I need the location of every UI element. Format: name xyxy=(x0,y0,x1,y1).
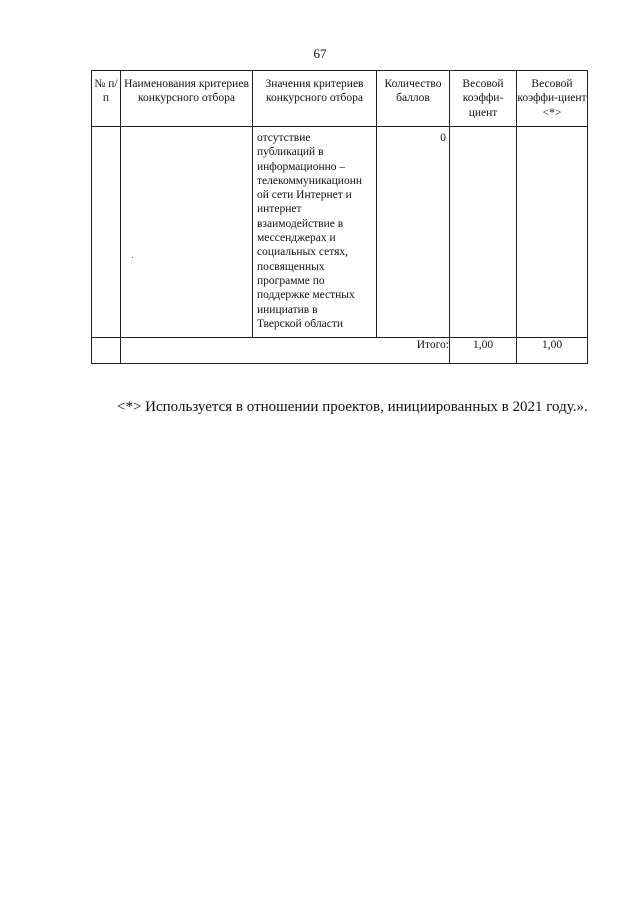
criterion-line: взаимодействие в xyxy=(257,217,344,230)
criterion-line: программе по xyxy=(257,274,325,287)
criterion-line: публикаций в xyxy=(257,146,324,159)
criterion-line: Тверской области xyxy=(257,317,343,330)
header-weight xyxy=(450,71,517,127)
criterion-line: интернет xyxy=(257,203,302,216)
header-score xyxy=(377,71,450,127)
criterion-text xyxy=(253,127,376,331)
cell-score xyxy=(377,127,450,338)
cell-name xyxy=(121,127,253,338)
scan-speck xyxy=(132,257,133,258)
criterion-line: поддержке местных xyxy=(257,289,355,302)
criterion-line: посвященных xyxy=(257,260,325,273)
header-weight-star-label: Весовой коэффи-циент <*> xyxy=(517,78,587,119)
total-label: Итого: xyxy=(121,338,450,364)
table-header-row xyxy=(92,71,588,127)
criteria-table xyxy=(91,70,588,364)
header-name-label: Наименования критериев конкурсного отбора xyxy=(124,78,249,105)
criterion-line: мессенджерах и xyxy=(257,232,336,245)
criterion-line: социальных сетях, xyxy=(257,246,348,259)
header-values xyxy=(253,71,377,127)
total-num-cell xyxy=(92,338,121,364)
criterion-line: телекоммуникационн xyxy=(257,174,363,187)
score-value: 0 xyxy=(440,132,446,144)
total-weight: 1,00 xyxy=(450,338,517,364)
cell-criterion xyxy=(253,127,377,338)
criterion-line: информационно – xyxy=(257,160,346,173)
total-row xyxy=(92,338,588,364)
total-weight-star: 1,00 xyxy=(517,338,588,364)
cell-weight xyxy=(450,127,517,338)
header-score-label: Количество баллов xyxy=(384,78,442,105)
footnote: <*> Используется в отношении проектов, инициированных в 2021 году.». xyxy=(117,399,588,415)
header-values-label: Значения критериев конкурсного отбора xyxy=(265,78,364,105)
table-row xyxy=(92,127,588,338)
header-num xyxy=(92,71,121,127)
criterion-line: отсутствие xyxy=(257,132,311,144)
criterion-line: инициатив в xyxy=(257,303,318,316)
cell-num xyxy=(92,127,121,338)
header-weight-label: Весовой коэффи-циент xyxy=(462,78,504,119)
header-weight-star xyxy=(517,71,588,127)
page-number: 67 xyxy=(313,46,327,61)
header-name xyxy=(121,71,253,127)
cell-weight-star xyxy=(517,127,588,338)
criterion-line: ой сети Интернет и xyxy=(257,189,352,202)
header-num-label: № п/п xyxy=(94,78,118,105)
